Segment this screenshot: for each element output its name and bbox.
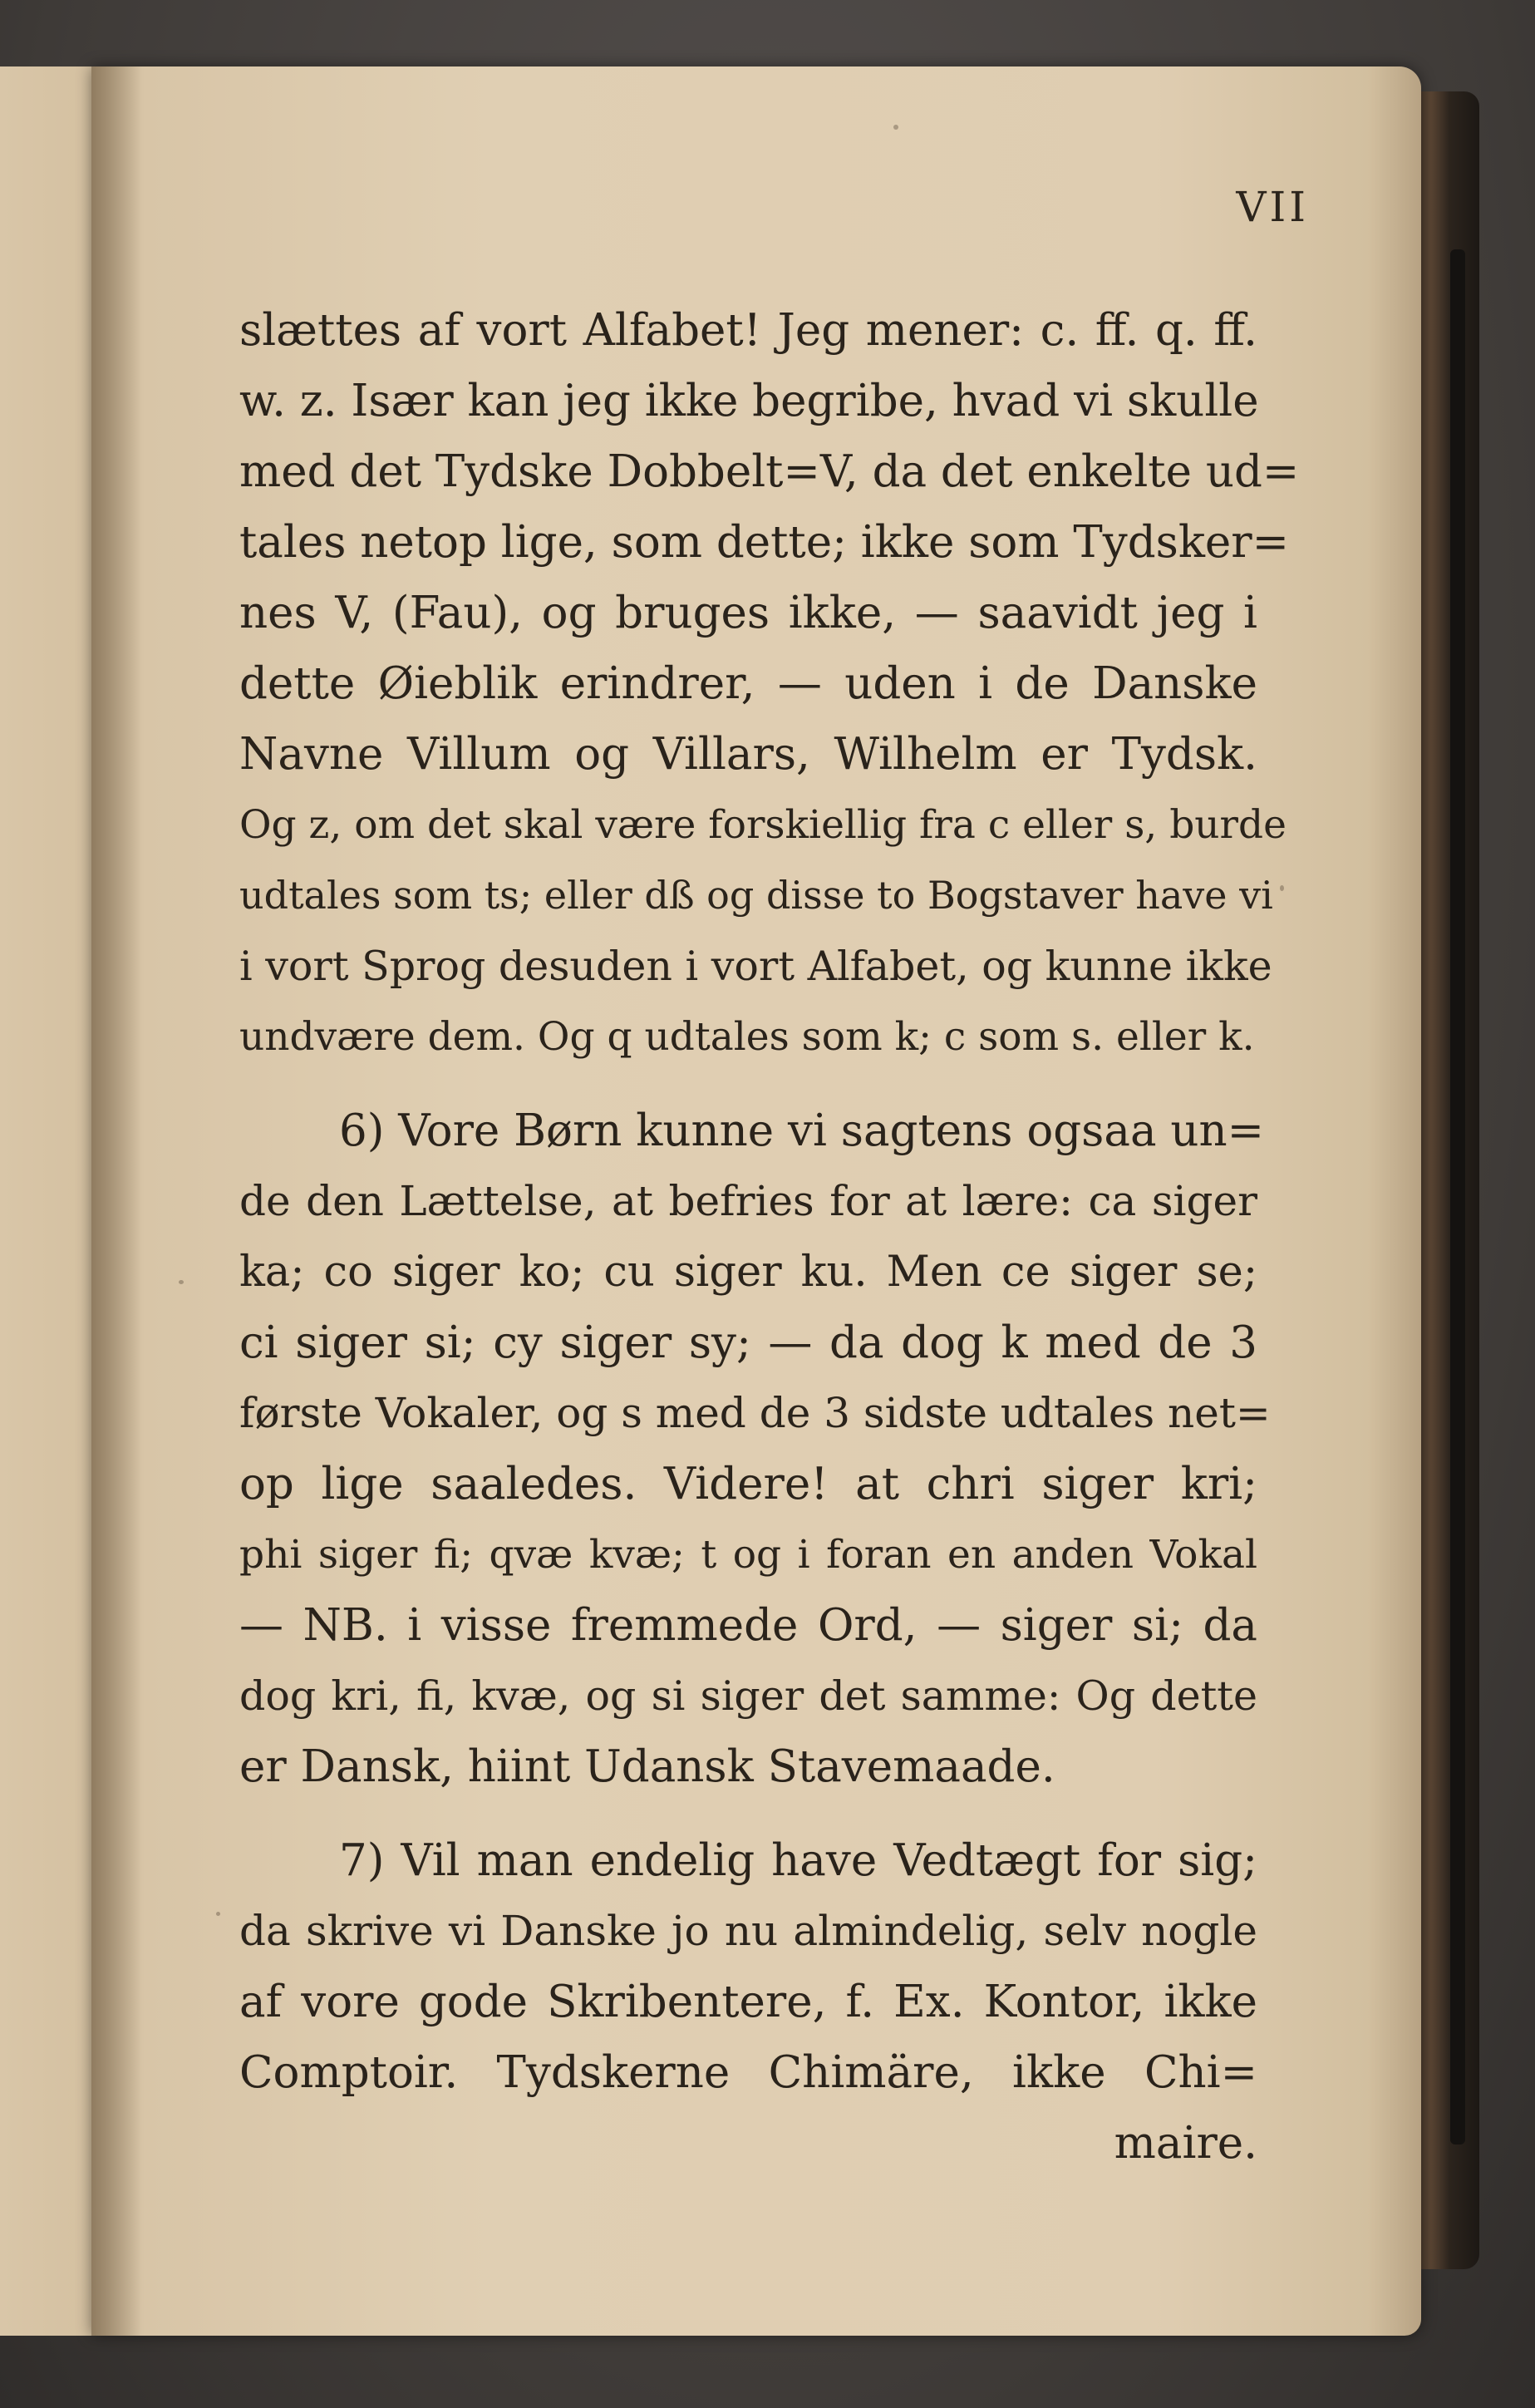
text-line: Navne Villum og Villars, Wilhelm er Tydsk. bbox=[239, 729, 1257, 780]
text-line: nes V, (Fau), og bruges ikke, — saavidt jeg i bbox=[239, 588, 1257, 638]
paragraph-2 bbox=[239, 1096, 1271, 1802]
text-line: Og z, om det skal være forskiellig fra c eller s, burde bbox=[239, 802, 1287, 848]
text-line: tales netop lige, som dette; ikke som Tydsker= bbox=[239, 517, 1290, 568]
paper-speck bbox=[1280, 885, 1284, 891]
text-line: de den Lættelse, at befries for at lære: ca siger bbox=[239, 1177, 1257, 1225]
page-body-text bbox=[239, 295, 1300, 2179]
text-line: phi siger fi; qvæ kvæ; t og i foran en anden Vokal bbox=[239, 1532, 1257, 1578]
text-line: — NB. i visse fremmede Ord, — siger si; da bbox=[239, 1600, 1257, 1651]
text-line: i vort Sprog desuden i vort Alfabet, og kunne ikke bbox=[239, 943, 1272, 990]
text-line: med det Tydske Dobbelt=V, da det enkelte ud= bbox=[239, 446, 1300, 497]
text-line: da skrive vi Danske jo nu almindelig, selv nogle bbox=[239, 1907, 1257, 1955]
text-line: undvære dem. Og q udtales som k; c som s. eller k. bbox=[239, 1014, 1255, 1060]
text-line: af vore gode Skribentere, f. Ex. Kontor, ikke bbox=[239, 1977, 1257, 2027]
text-line: maire. bbox=[1114, 2118, 1257, 2169]
text-line: w. z. Især kan jeg ikke begribe, hvad vi skulle bbox=[239, 376, 1259, 426]
paragraph-1 bbox=[239, 295, 1300, 1072]
paragraph-gap bbox=[239, 1802, 1257, 1825]
page-gutter-shadow bbox=[91, 66, 141, 2336]
text-line: slættes af vort Alfabet! Jeg mener: c. ff. q. ff. bbox=[239, 305, 1257, 356]
page-number: VII bbox=[1236, 183, 1309, 231]
text-line: dog kri, fi, kvæ, og si siger det samme: Og dette bbox=[239, 1672, 1257, 1720]
text-line: udtales som ts; eller dß og disse to Bogstaver have vi bbox=[239, 873, 1273, 918]
paragraph-gap bbox=[239, 1072, 1257, 1096]
paragraph-3 bbox=[239, 1825, 1257, 2179]
text-line: dette Øieblik erindrer, — uden i de Danske bbox=[239, 658, 1257, 709]
text-line: 6) Vore Børn kunne vi sagtens ogsaa un= bbox=[339, 1106, 1265, 1156]
text-line: ci siger si; cy siger sy; — da dog k med de 3 bbox=[239, 1317, 1257, 1368]
text-line: ka; co siger ko; cu siger ku. Men ce siger se; bbox=[239, 1248, 1257, 1297]
book-spine-stripe bbox=[1450, 249, 1465, 2145]
text-line: 7) Vil man endelig have Vedtægt for sig; bbox=[339, 1835, 1257, 1886]
text-line: er Dansk, hiint Udansk Stavemaade. bbox=[239, 1741, 1055, 1792]
paper-speck bbox=[179, 1280, 184, 1284]
text-line: Comptoir. Tydskerne Chimäre, ikke Chi= bbox=[239, 2047, 1257, 2098]
paper-speck bbox=[216, 1912, 220, 1916]
text-line: op lige saaledes. Videre! at chri siger kri; bbox=[239, 1459, 1257, 1509]
text-line: første Vokaler, og s med de 3 sidste udtales net= bbox=[239, 1389, 1271, 1437]
paper-speck bbox=[893, 125, 898, 130]
